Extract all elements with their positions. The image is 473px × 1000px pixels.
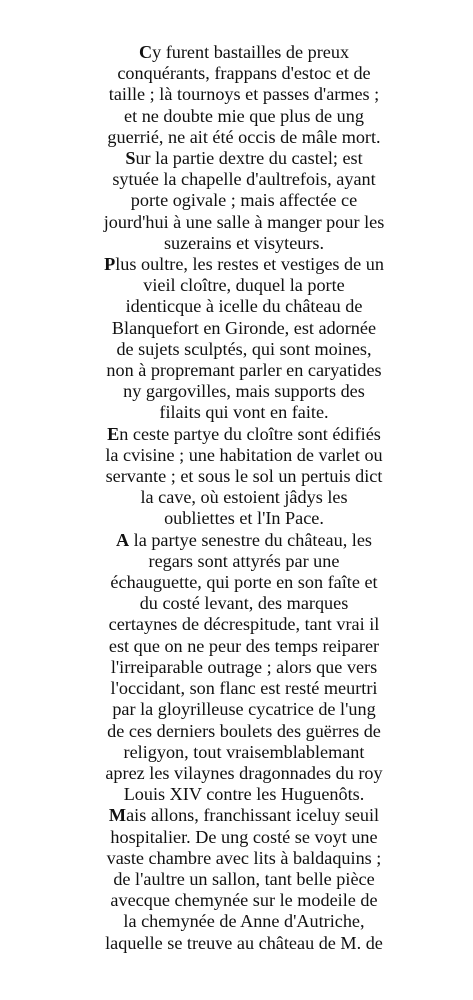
text-line: Louis XIV contre les Huguenôts. — [123, 784, 365, 805]
text-line: taille ; là tournoys et passes d'armes ; — [108, 84, 380, 105]
text-line: par la gloyrilleuse cycatrice de l'ung — [112, 699, 376, 720]
text-line: l'irreiparable outrage ; alors que vers — [110, 656, 378, 677]
text-line: échauguette, qui porte en son faîte et — [110, 572, 378, 593]
paragraph — [96, 530, 392, 806]
text-line: du costé levant, des marques — [139, 593, 349, 614]
text-line — [96, 530, 392, 551]
text-line: la chemynée de Anne d'Autriche, — [123, 911, 365, 932]
paragraph-initial: A — [115, 529, 130, 550]
paragraph-initial: M — [108, 805, 127, 826]
text-line-rest: lus oultre, les restes et vestiges de un — [115, 254, 384, 275]
text-line: suzerains et visyteurs. — [163, 232, 325, 253]
text-line: la cave, où estoient jâdys les — [140, 487, 348, 508]
text-line-rest: n ceste partye du cloître sont édifiés — [119, 423, 381, 444]
paragraph — [96, 805, 392, 953]
text-line: servante ; et sous le sol un pertuis dict — [105, 466, 383, 487]
text-line: laquelle se treuve au château de M. de — [105, 932, 383, 953]
text-line: oubliettes et l'In Pace. — [164, 508, 324, 529]
text-line: est que on ne peur des temps reiparer — [108, 635, 380, 656]
text-line — [96, 424, 392, 445]
paragraph — [96, 254, 392, 424]
text-line — [96, 254, 392, 275]
text-line: conquérants, frappans d'estoc et de — [117, 63, 371, 84]
text-line: sytuée la chapelle d'aultrefois, ayant — [112, 169, 376, 190]
text-line: la cvisine ; une habitation de varlet ou — [105, 444, 383, 465]
text-line: aprez les vilaynes dragonnades du roy — [105, 762, 383, 783]
text-line: filaits qui vont en faite. — [159, 402, 329, 423]
text-line — [96, 148, 392, 169]
paragraph-initial: E — [107, 423, 120, 444]
text-line — [96, 805, 392, 826]
text-line: certaynes de décrespitude, tant vrai il — [108, 614, 380, 635]
text-line: vaste chambre avec lits à baldaquins ; — [106, 847, 382, 868]
text-line: de ces derniers boulets des guërres de — [107, 720, 381, 741]
text-line: vieil cloître, duquel la porte — [143, 275, 345, 296]
text-line: regars sont attyrés par une — [148, 550, 340, 571]
text-line: religyon, tout vraisemblablemant — [123, 741, 365, 762]
text-line-rest: y furent bastailles de preux — [152, 42, 350, 62]
paragraph — [96, 42, 392, 148]
text-line-rest: la partye senestre du château, les — [129, 529, 373, 550]
text-line — [96, 42, 392, 63]
paragraph-initial: S — [125, 148, 136, 169]
text-line: hospitalier. De ung costé se voyt une — [110, 826, 378, 847]
text-line-rest: ais allons, franchissant iceluy seuil — [126, 805, 380, 826]
text-line: l'occidant, son flanc est resté meurtri — [110, 678, 378, 699]
paragraph-initial: P — [104, 254, 116, 275]
text-line: et ne doubte mie que plus de ung — [124, 105, 364, 126]
text-line: de l'aultre un sallon, tant belle pièce — [113, 868, 375, 889]
text-column — [96, 42, 392, 954]
text-line: jourd'hui à une salle à manger pour les — [103, 211, 385, 232]
text-line: ny gargovilles, mais supports des — [123, 381, 365, 402]
paragraph-initial: C — [138, 42, 153, 62]
text-line: non à propremant parler en caryatides — [106, 360, 382, 381]
text-line: avecque chemynée sur le modeile de — [110, 890, 378, 911]
text-line: de sujets sculptés, qui sont moines, — [116, 338, 372, 359]
text-line: porte ogivale ; mais affectée ce — [130, 190, 358, 211]
text-line: Blanquefort en Gironde, est adornée — [111, 317, 377, 338]
paragraph — [96, 148, 392, 254]
paragraph — [96, 424, 392, 530]
text-line-rest: ur la partie dextre du castel; est — [135, 148, 363, 169]
text-line: guerrié, ne ait été occis de mâle mort. — [107, 126, 381, 147]
text-line: identicque à icelle du château de — [125, 296, 363, 317]
